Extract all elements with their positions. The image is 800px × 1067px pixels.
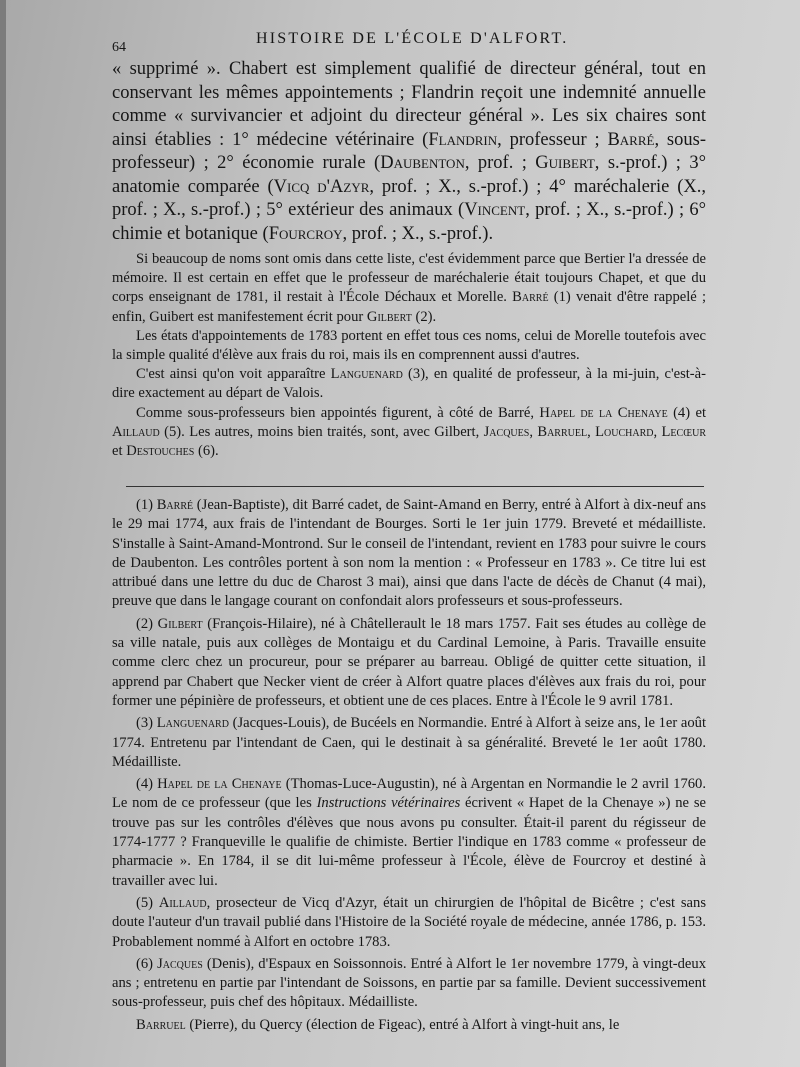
name-hapet: Hapel de la Chenaye — [539, 404, 668, 421]
name-barre: Barré — [512, 289, 549, 306]
footnote-1: (1) Barré (Jean-Baptiste), dit Barré cadet, de Saint-Amand en Berry, entré à Alfort à dix-neuf ans le 29 mai 1774, aux frais de l'intendant de Bourges. Sorti le 1er juin 1779. Breveté et médailliste. S'installe à Saint-Amand-Montrond. Sur le conseil de l'intendant, revient en 1783 pour suivre le cours de Daubenton. Les contrôles portent à son nom la mention : « Professeur en 1783 ». Ce titre lui est attribué dans une lettre du duc de Charost 3 mai), ainsi que dans l'acte de décès de Chanut (4 mai), preuve que dans le langage courant on confondait alors professeurs et sous-professeurs. — [112, 497, 707, 610]
name-guibert: Guibert — [535, 153, 595, 173]
paragraph-languenard: C'est ainsi qu'on voit apparaître Languenard (3), en qualité de professeur, à la mi-juin, c'est-à-dire exactement au départ de Valois. — [112, 366, 706, 402]
italic-title: Instructions vétérinaires — [316, 795, 461, 812]
name-jacques: Jacques — [483, 423, 530, 440]
footnote-5: (5) Aillaud, prosecteur de Vicq d'Azyr, était un chirurgien de l'hôpital de Bicêtre ; c'est sans doute l'auteur d'un travail publié dans l'Histoire de la Société royale de médecine, année 1786, p. 153. Probablement nommé à Alfort en octobre 1783. — [112, 894, 706, 950]
name-daubenton: Daubenton — [380, 153, 465, 173]
footnote-3: (3) Languenard (Jacques-Louis), de Bucéels en Normandie. Entré à Alfort à seize ans, le 1er août 1774. Entretenu par l'intendant de Caen, qui le destinait à sa généralité. Breveté le 1er août 1780. Médailliste. — [112, 715, 706, 770]
name-flandrin: Flandrin — [428, 129, 498, 150]
running-title: HISTOIRE DE L'ÉCOLE D'ALFORT. — [256, 30, 569, 47]
footnote-name: Gilbert — [157, 615, 203, 632]
name-destouches: Destouches — [126, 443, 195, 460]
footnotes — [112, 496, 706, 1035]
name-aillaud: Aillaud — [112, 423, 160, 440]
footnote-2: (2) Gilbert (François-Hilaire), né à Châtellerault le 18 mars 1757. Fait ses études au collège de sa ville natale, puis aux collèges de Montaigu et du Cardinal Lemoine, à Paris. Travaille ensuite comme clerc chez un procureur, pour se préparer au barreau. Obligé de quitter cette situation, il apprend par Chabert que Necker vient de créer à Alfort quatre places d'élèves aux frais du roi, pour former une pépinière de professeurs, et obtient une de ces places. Entre à l'École le 9 avril 1781. — [112, 615, 706, 709]
name-barruel: Barruel — [537, 423, 588, 440]
page-header — [112, 30, 706, 55]
page-number: 64 — [112, 40, 126, 55]
name-languenard: Languenard — [330, 366, 403, 383]
name-gilbert: Gilbert — [366, 308, 412, 325]
paragraph-omissions: Si beaucoup de noms sont omis dans cette liste, c'est évidemment parce que Bertier l'a dressée de mémoire. Il est certain en effet que le professeur de maréchalerie était toujours Chapet, et que du corps enseignant de 1781, il restait à l'École Déchaux et Morelle. Barré (1) venait d'être rappelé ; enfin, Guibert est manifestement écrit pour Gilbert (2). — [112, 251, 706, 325]
footnote-4: (4) Hapel de la Chenaye (Thomas-Luce-Augustin), né à Argentan en Normandie le 2 avril 1760. Le nom de ce professeur (que les Instructions vétérinaires écrivent « Hapet de la Chenaye ») ne se trouve pas sur les contrôles d'élèves que nous avons pu consulter. Était-il parent du régisseur de 1774-1777 ? Franqueville le qualifie de chimiste. Bertier l'indique en 1783 comme « professeur de pharmacie ». En 1784, il se dit lui-même professeur à l'École, élève de Fourcroy et destiné à travailler avec lui. — [112, 776, 706, 889]
footnote-name: Barruel — [136, 1016, 186, 1033]
paragraph-appointments: Les états d'appointements de 1783 portent en effet tous ces noms, celui de Morelle toutefois avec la simple qualité d'élève aux frais du roi, mais ils en comprennent aussi d'autres. — [112, 327, 706, 364]
name-lecoeur: Lecœur — [661, 423, 706, 440]
paragraph-chairs: « supprimé ». Chabert est simplement qualifié de directeur général, tout en conservant les mêmes appointements ; Flandrin reçoit une indemnité annuelle comme « survivancier et adjoint du directeur général ». Les six chaires sont ainsi établies : 1° médecine vétérinaire (Flandrin, professeur ; Barré, sous-professeur) ; 2° économie rurale (Daubenton, prof. ; Guibert, s.-prof.) ; 3° anatomie comparée (Vicq d'Azyr, prof. ; X., s.-prof.) ; 4° maréchalerie (X., prof. ; X., s.-prof.) ; 5° extérieur des animaux (Vincent, prof. ; X., s.-prof.) ; 6° chimie et botanique (Fourcroy, prof. ; X., s.-prof.). — [112, 59, 707, 244]
name-barre: Barré — [607, 129, 655, 150]
footnote-7-partial: Barruel (Pierre), du Quercy (élection de Figeac), entré à Alfort à vingt-huit ans, le — [136, 1016, 620, 1033]
book-page — [6, 0, 800, 1067]
name-louchard: Louchard — [595, 423, 654, 440]
main-paragraph — [112, 58, 706, 246]
commentary-section — [112, 250, 706, 461]
footnote-name: Barré — [156, 497, 194, 513]
paragraph-sous-professeurs: Comme sous-professeurs bien appointés figurent, à côté de Barré, Hapel de la Chenaye (4) et Aillaud (5). Les autres, moins bien traités, sont, avec Gilbert, Jacques, Barruel, Louchard, Lecœur et Destouches (6). — [112, 404, 706, 460]
name-vicq: Vicq d'Azyr — [273, 176, 370, 197]
footnote-6: (6) Jacques (Denis), d'Espaux en Soissonnois. Entré à Alfort le 1er novembre 1779, à vingt-deux ans ; entretenu en partie par l'intendant de Soissons, en partie par sa famille. Devient successivement sous-professeur, puis chef des hôpitaux. Médailliste. — [112, 955, 706, 1011]
name-fourcroy: Fourcroy — [268, 223, 343, 244]
footnote-name: Languenard — [156, 715, 229, 732]
footnote-name: Hapel de la Chenaye — [157, 776, 282, 793]
footnote-name: Jacques — [157, 955, 203, 972]
footnote-divider — [126, 486, 704, 487]
footnote-name: Aillaud — [158, 894, 207, 911]
name-vincent: Vincent — [464, 200, 526, 220]
